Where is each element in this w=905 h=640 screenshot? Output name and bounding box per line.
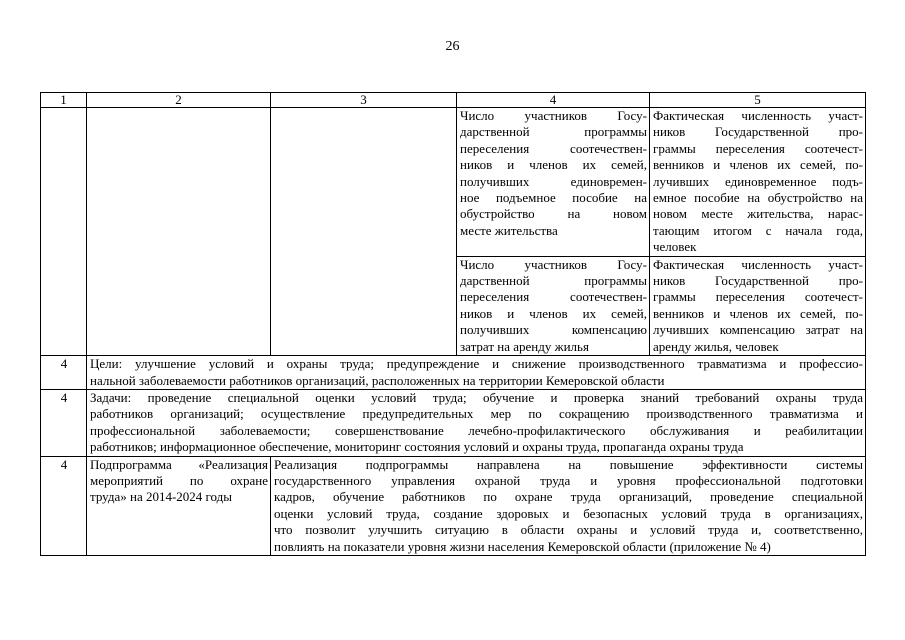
subprogram-description-line: кадров, обучение работников по охране труда организаций, проведение специальной xyxy=(274,489,863,505)
indicator-text-line: дарственной программы xyxy=(460,273,647,289)
definition-text-line: емное пособие на обустройство на xyxy=(653,190,863,206)
indicator-text-line: ников и членов их семей, xyxy=(460,305,647,321)
tasks-text-line: работников организаций; осуществление предупредительных мер по сокращению производственного травматизма и xyxy=(90,406,863,422)
subprogram-name-line: Подпрограмма «Реализация xyxy=(90,456,268,472)
tasks-text-line: работников; информационное обеспечение, мониторинг состояния условий и охраны труда, пропаганда охраны труда xyxy=(90,439,744,455)
indicator-text-line: дарственной программы xyxy=(460,124,647,140)
subprogram-row xyxy=(41,456,866,555)
definition-text-line: венников и членов их семей, по- xyxy=(653,305,863,321)
tasks-cell xyxy=(87,389,866,456)
tasks-row xyxy=(41,389,866,456)
definition-text-line: тающим итогом с начала года, xyxy=(653,222,863,238)
indicator-name-cell xyxy=(457,256,650,355)
definition-text-line: лучивших единовременное подъ- xyxy=(653,173,863,189)
definition-text-line: ников Государственной про- xyxy=(653,124,863,140)
table-row xyxy=(41,108,866,257)
indicator-text-line: Число участников Госу- xyxy=(460,108,647,123)
indicator-text-line: обустройство на новом xyxy=(460,206,647,222)
header-col-4: 4 xyxy=(457,93,650,108)
indicator-text-line: Число участников Госу- xyxy=(460,256,647,272)
subprogram-name-cell xyxy=(87,456,271,555)
document-table xyxy=(40,92,866,556)
subprogram-description-line: повлиять на показатели уровня жизни населения Кемеровской области (приложение № 4) xyxy=(274,538,771,554)
tasks-text-line: Задачи: проведение специальной оценки условий труда; обучение и проверка знаний требований охраны труда xyxy=(90,389,863,405)
indicator-text-line: получивших единовремен- xyxy=(460,173,647,189)
empty-cell xyxy=(87,108,271,356)
indicator-text-line: ников и членов их семей, xyxy=(460,157,647,173)
subprogram-description-cell xyxy=(271,456,866,555)
row-number-cell xyxy=(41,108,87,356)
definition-text-line: граммы переселения соотечест- xyxy=(653,140,863,156)
definition-text-line: Фактическая численность участ- xyxy=(653,108,863,123)
subprogram-name-line: мероприятий по охране xyxy=(90,472,268,488)
header-col-5: 5 xyxy=(650,93,866,108)
indicator-definition-cell xyxy=(650,256,866,355)
definition-text-line: Фактическая численность участ- xyxy=(653,256,863,272)
indicator-name-cell xyxy=(457,108,650,257)
subprogram-description-line: государственного управления охраной труда и уровня профессиональной подготовки xyxy=(274,472,863,488)
goals-cell xyxy=(87,356,866,390)
subprogram-description-line: Реализация подпрограммы направлена на повышение эффективности системы xyxy=(274,456,863,472)
indicator-text-line: ное подъемное пособие на xyxy=(460,190,647,206)
indicator-definition-cell xyxy=(650,108,866,257)
definition-text-line: ников Государственной про- xyxy=(653,273,863,289)
header-col-3: 3 xyxy=(271,93,457,108)
definition-text-line: новом месте жительства, нарас- xyxy=(653,206,863,222)
table-header-row xyxy=(41,93,866,108)
row-number-cell: 4 xyxy=(41,389,87,456)
tasks-text-line: профессиональной заболеваемости; совершенствование лечебно-профилактического обслуживания и реабилитации xyxy=(90,422,863,438)
indicator-text-line: затрат на аренду жилья xyxy=(460,338,589,354)
goals-text-line: Цели: улучшение условий и охраны труда; предупреждение и снижение производственного травматизма и профессио- xyxy=(90,356,863,372)
definition-text-line: венников и членов их семей, по- xyxy=(653,157,863,173)
goals-text-line: нальной заболеваемости работников организаций, расположенных на территории Кемеровской области xyxy=(90,372,665,388)
indicator-text-line: переселения соотечествен- xyxy=(460,289,647,305)
header-col-1: 1 xyxy=(41,93,87,108)
row-number-cell: 4 xyxy=(41,456,87,555)
subprogram-description-line: оценки условий труда, создание здоровых и безопасных условий труда в организациях, xyxy=(274,505,863,521)
indicator-text-line: переселения соотечествен- xyxy=(460,140,647,156)
indicator-text-line: получивших компенсацию xyxy=(460,322,647,338)
definition-text-line: человек xyxy=(653,239,697,255)
page-number: 26 xyxy=(445,39,460,54)
header-col-2: 2 xyxy=(87,93,271,108)
definition-text-line: аренду жилья, человек xyxy=(653,338,779,354)
definition-text-line: граммы переселения соотечест- xyxy=(653,289,863,305)
subprogram-name-line: труда» на 2014-2024 годы xyxy=(90,489,233,505)
goals-row xyxy=(41,356,866,390)
empty-cell xyxy=(271,108,457,356)
definition-text-line: лучивших компенсацию затрат на xyxy=(653,322,863,338)
row-number-cell: 4 xyxy=(41,356,87,390)
subprogram-description-line: что позволит улучшить ситуацию в области охраны и условий труда и, соответственно, xyxy=(274,522,863,538)
indicator-text-line: месте жительства xyxy=(460,222,558,238)
